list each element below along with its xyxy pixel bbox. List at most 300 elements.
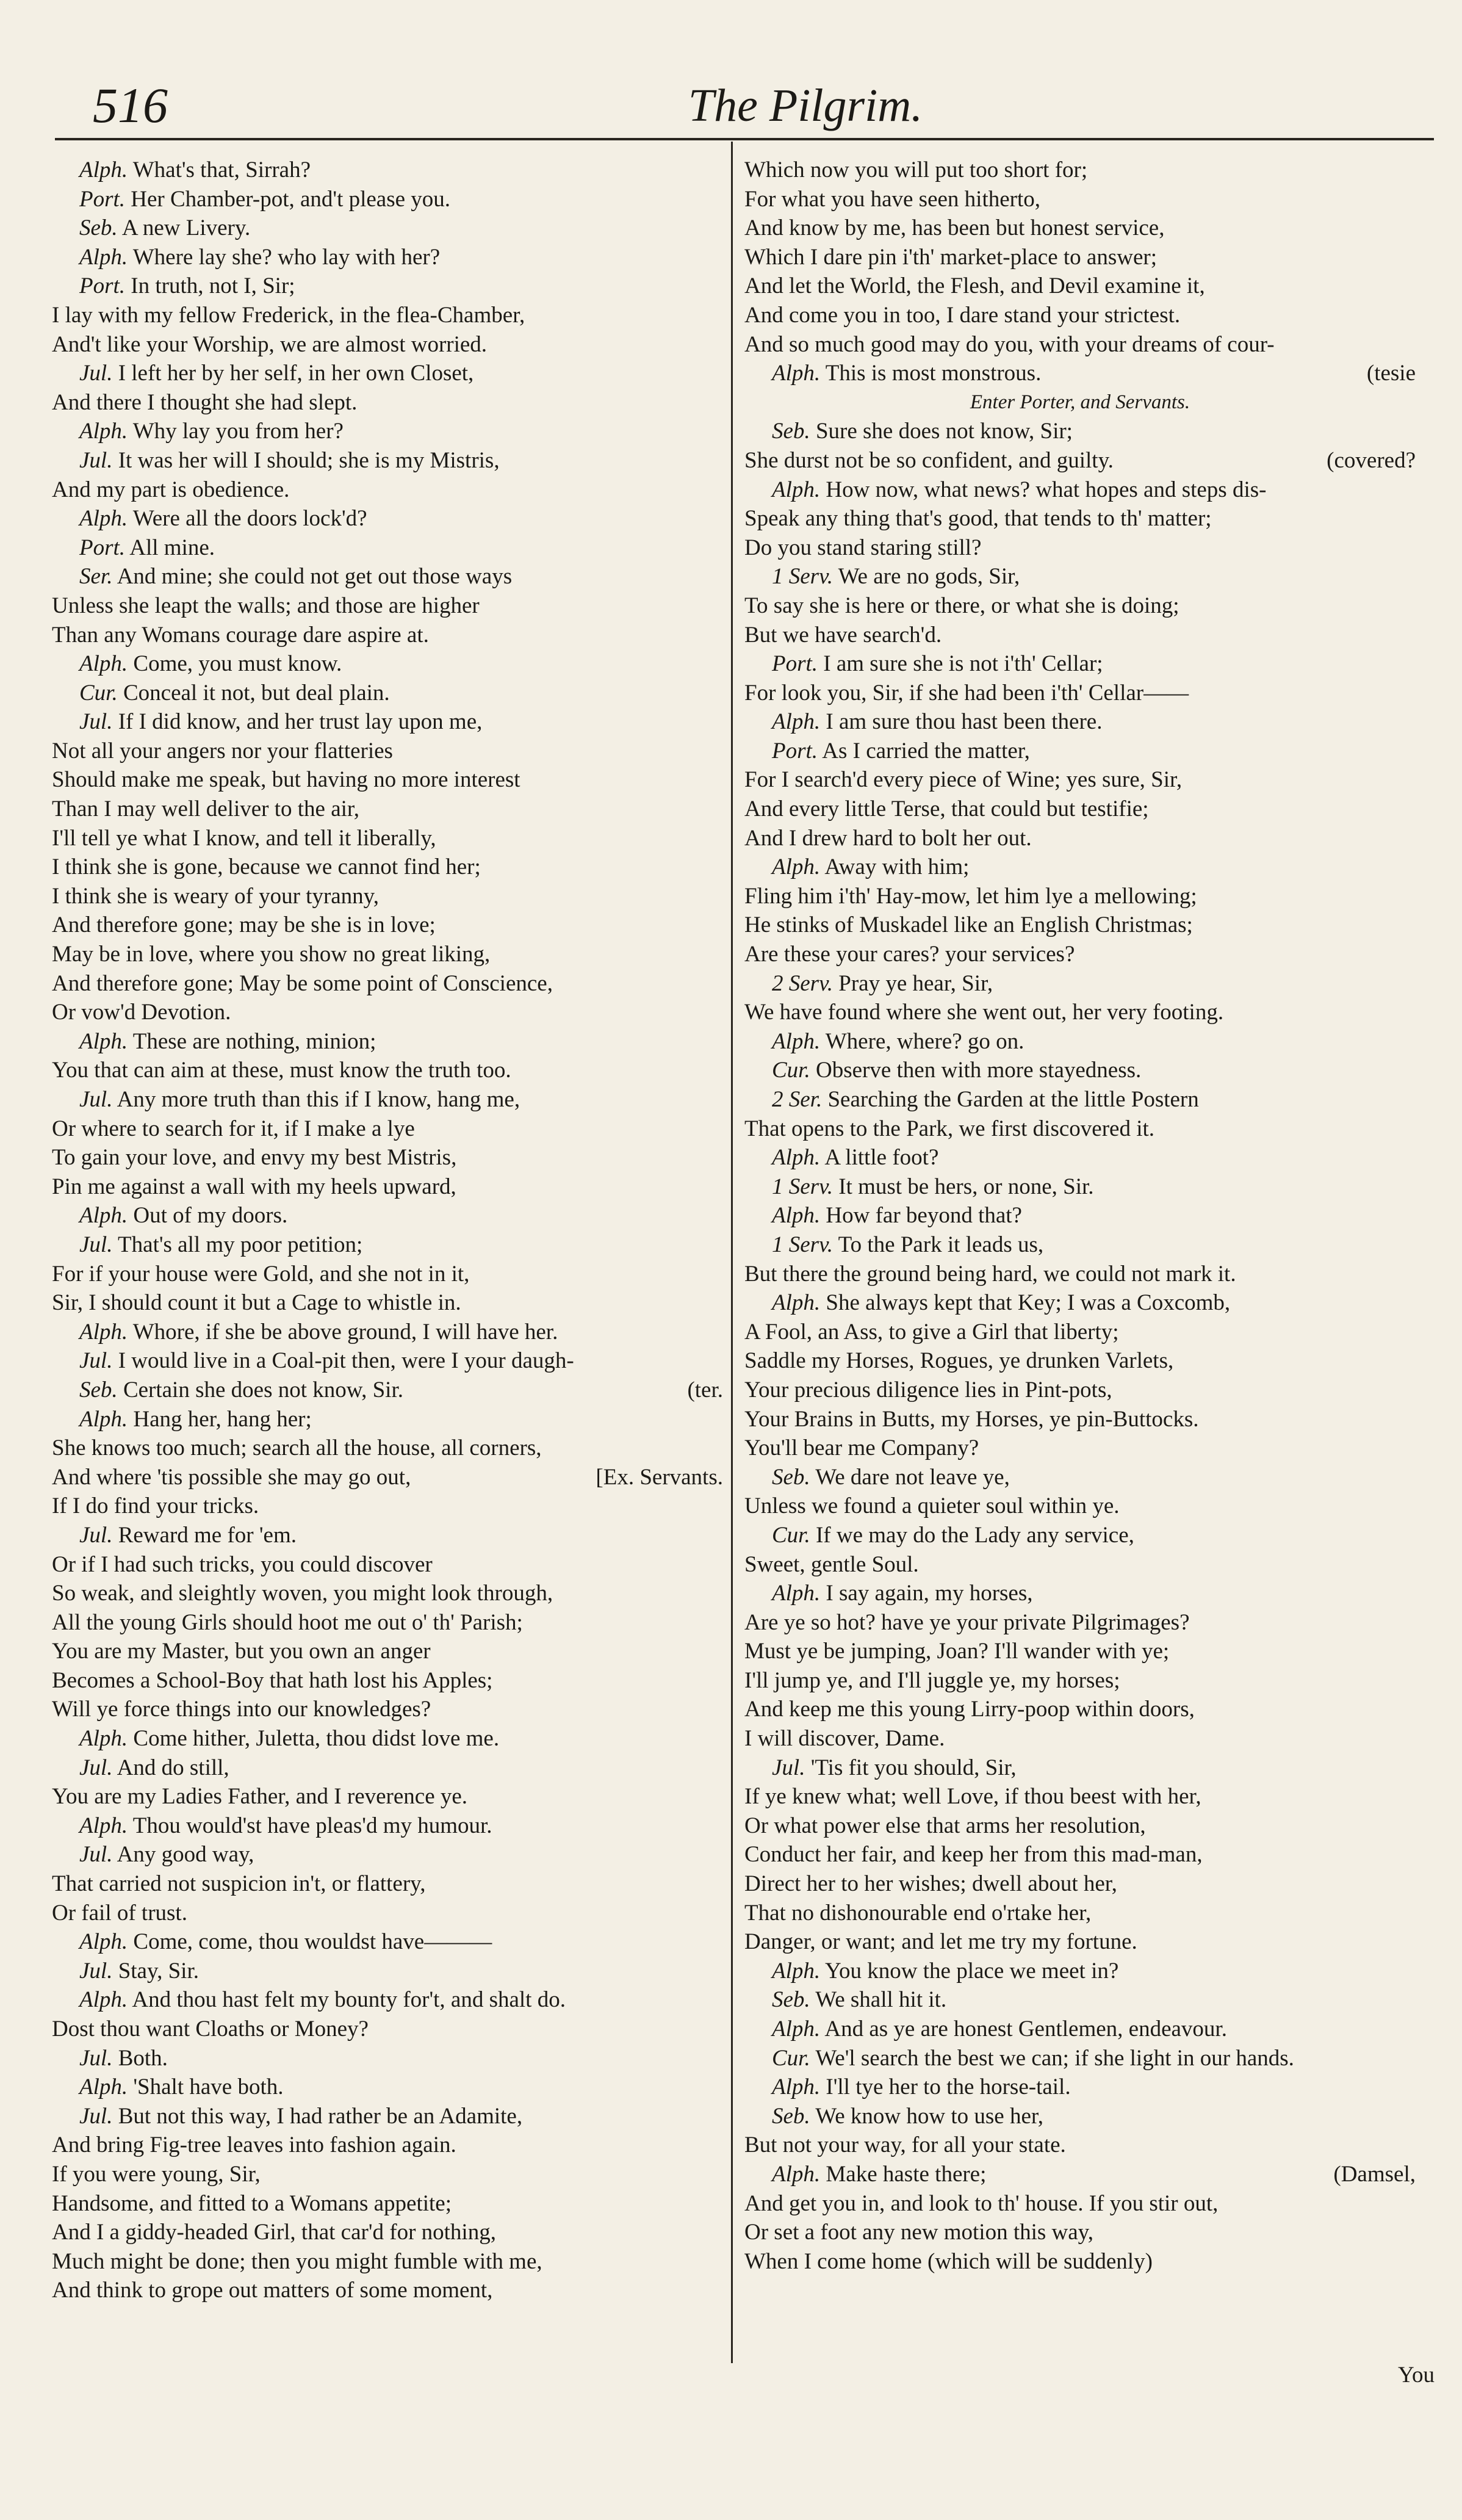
verse-line: [52, 301, 723, 330]
speaker-name: Alph.: [772, 2161, 821, 2187]
verse-line: [744, 1346, 1416, 1376]
line-text: And thou hast felt my bounty for't, and shalt do.: [132, 1987, 566, 2013]
verse-line: [744, 1579, 1416, 1608]
speaker-name: Port.: [79, 535, 126, 560]
line-text: Pin me against a wall with my heels upward,: [52, 1174, 456, 1199]
line-text: And do still,: [117, 1755, 229, 1780]
line-text: Than I may well deliver to the air,: [52, 796, 359, 822]
verse-line: [744, 2102, 1416, 2131]
line-text: You that can aim at these, must know the truth too.: [52, 1058, 511, 1083]
line-text: And as ye are honest Gentlemen, endeavour.: [824, 2016, 1227, 2042]
line-text: And there I thought she had slept.: [52, 389, 358, 415]
line-text: Danger, or want; and let me try my fortune.: [744, 1929, 1137, 1955]
speaker-name: Alph.: [79, 1813, 128, 1838]
speaker-name: 1 Serv.: [772, 1174, 833, 1199]
line-text: We dare not leave ye,: [815, 1464, 1010, 1490]
verse-line: [52, 156, 723, 185]
verse-line: [744, 1753, 1416, 1783]
line-text: That no dishonourable end o'rtake her,: [744, 1900, 1092, 1926]
verse-line: [744, 998, 1416, 1027]
speaker-name: Alph.: [79, 1726, 128, 1752]
verse-line: [744, 1114, 1416, 1144]
line-text: And know by me, has been but honest service,: [744, 215, 1165, 241]
speaker-name: Alph.: [79, 1203, 128, 1229]
verse-line: [52, 2218, 723, 2247]
speaker-name: 2 Serv.: [772, 970, 833, 996]
verse-line: [52, 2276, 723, 2305]
line-text: Where lay she? who lay with her?: [132, 244, 441, 270]
speaker-name: Seb.: [772, 419, 810, 444]
verse-line: [52, 1114, 723, 1144]
line-text: These are nothing, minion;: [132, 1028, 376, 1054]
verse-line: [52, 359, 723, 388]
verse-line: [744, 1782, 1416, 1811]
line-text: I think she is gone, because we cannot find her;: [52, 854, 481, 880]
verse-line: [744, 243, 1416, 272]
line-text: May be in love, where you show no great liking,: [52, 942, 491, 967]
line-text: And't like your Worship, we are almost worried.: [52, 331, 488, 357]
speaker-name: Port.: [772, 651, 818, 677]
line-text: Which I dare pin i'th' market-place to answer;: [744, 244, 1157, 270]
line-text: All the young Girls should hoot me out o' th' Parish;: [52, 1609, 523, 1635]
verse-line: [744, 1608, 1416, 1637]
verse-line: [52, 1579, 723, 1608]
verse-line: [744, 2131, 1416, 2160]
verse-line: [744, 475, 1416, 505]
verse-line: [52, 1608, 723, 1637]
verse-line: [52, 621, 723, 650]
line-text: Observe then with more stayedness.: [815, 1058, 1142, 1083]
verse-line: [52, 1637, 723, 1666]
verse-line: [52, 853, 723, 882]
line-text: We shall hit it.: [815, 1987, 947, 2013]
line-text: Sweet, gentle Soul.: [744, 1551, 919, 1577]
speaker-name: Alph.: [772, 477, 821, 502]
verse-line: [52, 1143, 723, 1172]
verse-line: [744, 765, 1416, 795]
line-text: This is most monstrous.: [825, 361, 1042, 386]
line-text: You know the place we meet in?: [825, 1958, 1119, 1984]
verse-line: [52, 1405, 723, 1434]
verse-line: [52, 1027, 723, 1056]
line-text: Should make me speak, but having no more interest: [52, 767, 520, 793]
verse-line: [52, 1463, 723, 1492]
verse-line: [744, 911, 1416, 940]
verse-line: [52, 1288, 723, 1318]
line-text: Pray ye hear, Sir,: [838, 970, 993, 996]
line-text: And therefore gone; May be some point of Conscience,: [52, 970, 553, 996]
verse-line: [744, 2015, 1416, 2044]
verse-line: [744, 1376, 1416, 1405]
verse-line: [744, 2160, 1416, 2189]
line-text: You are my Master, but you own an anger: [52, 1639, 431, 1664]
line-text: Out of my doors.: [133, 1203, 288, 1229]
line-text: And I drew hard to bolt her out.: [744, 825, 1032, 851]
speaker-name: Alph.: [79, 651, 128, 677]
speaker-name: Jul.: [79, 447, 113, 473]
speaker-name: Alph.: [79, 1929, 128, 1955]
speaker-name: Alph.: [772, 361, 821, 386]
left-column: [52, 156, 723, 2305]
speaker-name: Port.: [79, 186, 126, 212]
verse-line: [744, 940, 1416, 969]
verse-line: [744, 1840, 1416, 1869]
verse-line: [744, 1957, 1416, 1986]
verse-line: [744, 330, 1416, 359]
verse-line: [52, 1085, 723, 1114]
verse-line: [52, 1346, 723, 1376]
line-text: Than any Womans courage dare aspire at.: [52, 622, 429, 648]
verse-line: [52, 940, 723, 969]
line-text: And my part is obedience.: [52, 477, 290, 502]
right-aligned-turnover: (ter.: [687, 1377, 723, 1403]
line-text: We know how to use her,: [815, 2103, 1043, 2129]
verse-line: [744, 504, 1416, 533]
verse-line: [52, 1724, 723, 1753]
line-text: We'l search the best we can; if she light in our hands.: [815, 2045, 1294, 2071]
line-text: Whore, if she be above ground, I will have her.: [132, 1319, 558, 1345]
line-text: And come you in too, I dare stand your strictest.: [744, 302, 1181, 328]
line-text: It must be hers, or none, Sir.: [838, 1174, 1094, 1199]
line-text: Speak any thing that's good, that tends to th' matter;: [744, 506, 1212, 532]
verse-line: [744, 882, 1416, 911]
line-text: Make haste there;: [826, 2161, 987, 2187]
verse-line: [744, 2247, 1416, 2276]
line-text: If I do find your tricks.: [52, 1493, 259, 1519]
verse-line: [52, 1172, 723, 1202]
verse-line: [744, 707, 1416, 737]
verse-line: [744, 969, 1416, 998]
line-text: Much might be done; then you might fumble with me,: [52, 2248, 542, 2274]
line-text: Were all the doors lock'd?: [132, 506, 367, 532]
speaker-name: Alph.: [79, 157, 128, 182]
speaker-name: Seb.: [772, 1464, 810, 1490]
speaker-name: Jul.: [79, 2045, 113, 2071]
speaker-name: Alph.: [79, 1406, 128, 1432]
speaker-name: Seb.: [79, 1377, 118, 1403]
verse-line: [52, 388, 723, 417]
speaker-name: Alph.: [772, 2074, 821, 2100]
speaker-name: 2 Ser.: [772, 1087, 823, 1112]
verse-line: [744, 824, 1416, 853]
line-text: Hang her, hang her;: [133, 1406, 312, 1432]
speaker-name: Alph.: [772, 1958, 821, 1984]
line-text: And therefore gone; may be she is in love;: [52, 912, 436, 938]
verse-line: [52, 1782, 723, 1811]
verse-line: [744, 853, 1416, 882]
verse-line: [52, 1957, 723, 1986]
line-text: Searching the Garden at the little Postern: [827, 1087, 1199, 1112]
verse-line: [52, 446, 723, 475]
verse-line: [744, 1550, 1416, 1580]
verse-line: [52, 911, 723, 940]
speaker-name: Seb.: [772, 2103, 810, 2129]
line-text: Reward me for 'em.: [118, 1522, 297, 1548]
speaker-name: Alph.: [772, 854, 821, 880]
line-text: But we have search'd.: [744, 622, 942, 648]
verse-line: [744, 562, 1416, 591]
verse-line: [744, 1434, 1416, 1463]
line-text: Handsome, and fitted to a Womans appetite;: [52, 2190, 452, 2216]
verse-line: [52, 2247, 723, 2276]
speaker-name: Alph.: [79, 2074, 128, 2100]
verse-line: [52, 1869, 723, 1899]
speaker-name: Jul.: [79, 1087, 113, 1112]
verse-line: [744, 533, 1416, 563]
line-text: Or what power else that arms her resolution,: [744, 1813, 1146, 1838]
line-text: I'll tell ye what I know, and tell it liberally,: [52, 825, 436, 851]
line-text: In truth, not I, Sir;: [131, 273, 295, 299]
speaker-name: Alph.: [772, 1145, 821, 1171]
line-text: But there the ground being hard, we could not mark it.: [744, 1261, 1236, 1287]
speaker-name: Alph.: [79, 244, 128, 270]
verse-line: [52, 2189, 723, 2219]
line-text: 'Tis fit you should, Sir,: [810, 1755, 1017, 1780]
verse-line: [52, 591, 723, 621]
verse-line: [52, 417, 723, 446]
speaker-name: Alph.: [772, 1290, 821, 1316]
verse-line: [744, 1463, 1416, 1492]
verse-line: [744, 591, 1416, 621]
speaker-name: Cur.: [772, 1522, 810, 1548]
page-number: 516: [93, 78, 168, 133]
line-text: Must ye be jumping, Joan? I'll wander with ye;: [744, 1639, 1170, 1664]
verse-line: [52, 330, 723, 359]
verse-line: [52, 214, 723, 243]
line-text: But not your way, for all your state.: [744, 2132, 1066, 2158]
line-text: Unless we found a quieter soul within ye.: [744, 1493, 1120, 1519]
line-text: I'll tye her to the horse-tail.: [826, 2074, 1071, 2100]
line-text: If ye knew what; well Love, if thou beest with her,: [744, 1784, 1201, 1810]
line-text: To gain your love, and envy my best Mistris,: [52, 1145, 457, 1171]
line-text: Direct her to her wishes; dwell about her,: [744, 1871, 1117, 1897]
verse-line: [744, 1318, 1416, 1347]
header-rule: [55, 138, 1434, 140]
speaker-name: Ser.: [79, 564, 113, 590]
stage-direction: Enter Porter, and Servants.: [970, 391, 1190, 413]
line-text: And keep me this young Lirry-poop within doors,: [744, 1697, 1195, 1722]
verse-line: [744, 417, 1416, 446]
line-text: Where, where? go on.: [825, 1028, 1024, 1054]
line-text: Do you stand staring still?: [744, 535, 982, 560]
line-text: For I search'd every piece of Wine; yes sure, Sir,: [744, 767, 1183, 793]
line-text: What's that, Sirrah?: [132, 157, 311, 182]
speaker-name: Jul.: [79, 361, 113, 386]
line-text: For if your house were Gold, and she not in it,: [52, 1261, 470, 1287]
line-text: So weak, and sleightly woven, you might look through,: [52, 1581, 553, 1606]
speaker-name: Alph.: [772, 2016, 821, 2042]
verse-line: [52, 2131, 723, 2160]
line-text: I am sure she is not i'th' Cellar;: [823, 651, 1103, 677]
line-text: And every little Terse, that could but testifie;: [744, 796, 1149, 822]
line-text: Away with him;: [824, 854, 970, 880]
speaker-name: Jul.: [79, 1755, 113, 1780]
line-text: Stay, Sir.: [118, 1958, 199, 1984]
verse-line: [52, 185, 723, 214]
line-text: Sir, I should count it but a Cage to whistle in.: [52, 1290, 461, 1316]
verse-line: [744, 1927, 1416, 1957]
verse-line: [744, 359, 1416, 388]
speaker-name: Alph.: [772, 1203, 821, 1229]
line-text: For look you, Sir, if she had been i'th' Cellar——: [744, 680, 1189, 706]
verse-line: [52, 2160, 723, 2189]
verse-line: [52, 2102, 723, 2131]
verse-line: [52, 475, 723, 505]
line-text: I think she is weary of your tyranny,: [52, 883, 380, 909]
verse-line: [52, 1550, 723, 1580]
verse-line: [52, 2015, 723, 2044]
verse-line: [52, 1201, 723, 1230]
verse-line: [52, 243, 723, 272]
verse-line: [52, 1492, 723, 1521]
line-text: All mine.: [129, 535, 215, 560]
line-text: A little foot?: [824, 1145, 939, 1171]
line-text: Come, you must know.: [133, 651, 342, 677]
line-text: You are my Ladies Father, and I reverence ye.: [52, 1784, 468, 1810]
line-text: Both.: [118, 2045, 168, 2071]
line-text: Come, come, thou wouldst have———: [133, 1929, 492, 1955]
page-header: [55, 78, 1434, 133]
verse-line: [744, 1521, 1416, 1550]
speaker-name: Alph.: [79, 506, 128, 532]
line-text: Sure she does not know, Sir;: [815, 419, 1073, 444]
verse-line: [744, 156, 1416, 185]
verse-line: [52, 504, 723, 533]
line-text: Dost thou want Cloaths or Money?: [52, 2016, 369, 2042]
verse-line: [744, 1985, 1416, 2015]
line-text: Thou would'st have pleas'd my humour.: [132, 1813, 492, 1838]
line-text: As I carried the matter,: [822, 738, 1030, 764]
line-text: If you were young, Sir,: [52, 2161, 261, 2187]
speaker-name: Jul.: [79, 709, 113, 735]
verse-line: [744, 2189, 1416, 2219]
verse-line: [52, 2073, 723, 2102]
verse-line: [744, 1869, 1416, 1899]
verse-line: [744, 1405, 1416, 1434]
line-text: And let the World, the Flesh, and Devil examine it,: [744, 273, 1205, 299]
verse-line: [744, 1695, 1416, 1724]
line-text: Or vow'd Devotion.: [52, 1000, 231, 1025]
verse-line: [744, 737, 1416, 766]
line-text: Becomes a School-Boy that hath lost his Apples;: [52, 1667, 493, 1693]
verse-line: [744, 272, 1416, 301]
right-aligned-turnover: (covered?: [1327, 447, 1416, 473]
right-aligned-turnover: [Ex. Servants.: [596, 1464, 723, 1490]
line-text: She knows too much; search all the house, all corners,: [52, 1435, 542, 1461]
line-text: I would live in a Coal-pit then, were I your daugh-: [118, 1348, 574, 1374]
speaker-name: Jul.: [79, 1958, 113, 1984]
line-text: We have found where she went out, her very footing.: [744, 1000, 1224, 1025]
verse-line: [744, 214, 1416, 243]
running-title: The Pilgrim.: [688, 80, 923, 131]
speaker-name: Alph.: [79, 1028, 128, 1054]
speaker-name: Jul.: [79, 1522, 113, 1548]
verse-line: [744, 795, 1416, 824]
line-text: And get you in, and look to th' house. If you stir out,: [744, 2190, 1219, 2216]
speaker-name: Alph.: [79, 1987, 128, 2013]
line-text: When I come home (which will be suddenly): [744, 2248, 1153, 2274]
verse-line: [744, 1143, 1416, 1172]
verse-line: [744, 649, 1416, 679]
line-text: Fling him i'th' Hay-mow, let him lye a mellowing;: [744, 883, 1197, 909]
line-text: Or set a foot any new motion this way,: [744, 2220, 1094, 2245]
speaker-name: Cur.: [772, 1058, 810, 1083]
verse-line: [744, 679, 1416, 708]
verse-line: [52, 649, 723, 679]
line-text: Or where to search for it, if I make a lye: [52, 1116, 415, 1141]
line-text: Certain she does not know, Sir.: [123, 1377, 403, 1403]
verse-line: [52, 1927, 723, 1957]
line-text: I lay with my fellow Frederick, in the flea-Chamber,: [52, 302, 525, 328]
speaker-name: Jul.: [79, 1232, 113, 1257]
line-text: Come hither, Juletta, thou didst love me.: [133, 1726, 500, 1752]
verse-line: [52, 1318, 723, 1347]
line-text: Any more truth than this if I know, hang me,: [117, 1087, 520, 1112]
verse-line: [744, 2044, 1416, 2073]
verse-line: [744, 301, 1416, 330]
line-text: Unless she leapt the walls; and those are higher: [52, 593, 480, 618]
speaker-name: Alph.: [772, 1028, 821, 1054]
speaker-name: Cur.: [79, 680, 118, 706]
line-text: Why lay you from her?: [132, 419, 344, 444]
verse-line: [52, 272, 723, 301]
speaker-name: Jul.: [79, 1348, 113, 1374]
verse-line: [52, 998, 723, 1027]
verse-line: [52, 737, 723, 766]
speaker-name: Alph.: [79, 1319, 128, 1345]
verse-line: [744, 1288, 1416, 1318]
line-text: That opens to the Park, we first discovered it.: [744, 1116, 1154, 1141]
line-text: A Fool, an Ass, to give a Girl that liberty;: [744, 1319, 1119, 1345]
line-text: She durst not be so confident, and guilty.: [744, 447, 1114, 473]
line-text: That's all my poor petition;: [118, 1232, 363, 1257]
speaker-name: Alph.: [772, 1581, 821, 1606]
speaker-name: 1 Serv.: [772, 1232, 833, 1257]
verse-line: [52, 1840, 723, 1869]
line-text: It was her will I should; she is my Mistris,: [118, 447, 500, 473]
speaker-name: Jul.: [79, 2103, 113, 2129]
verse-line: [52, 562, 723, 591]
verse-line: [744, 621, 1416, 650]
line-text: For what you have seen hitherto,: [744, 186, 1040, 212]
verse-line: [744, 1492, 1416, 1521]
verse-line: [744, 1260, 1416, 1289]
verse-line: [52, 1985, 723, 2015]
line-text: And mine; she could not get out those ways: [117, 564, 513, 590]
verse-line: [52, 2044, 723, 2073]
line-text: Which now you will put too short for;: [744, 157, 1088, 182]
verse-line: [52, 1695, 723, 1724]
verse-line: [52, 1260, 723, 1289]
verse-line: [52, 1056, 723, 1085]
line-text: Her Chamber-pot, and't please you.: [131, 186, 451, 212]
verse-line: [744, 2218, 1416, 2247]
verse-line: [744, 1666, 1416, 1695]
speaker-name: Alph.: [772, 709, 821, 735]
verse-line: [744, 1724, 1416, 1753]
line-text: She always kept that Key; I was a Coxcomb,: [826, 1290, 1231, 1316]
verse-line: [52, 679, 723, 708]
line-text: That carried not suspicion in't, or flattery,: [52, 1871, 426, 1897]
line-text: To the Park it leads us,: [838, 1232, 1044, 1257]
line-text: If I did know, and her trust lay upon me,: [118, 709, 483, 735]
verse-line: [744, 446, 1416, 475]
verse-line: [744, 1056, 1416, 1085]
line-text: And I a giddy-headed Girl, that car'd for nothing,: [52, 2220, 496, 2245]
verse-line: [52, 1521, 723, 1550]
line-text: And so much good may do you, with your dreams of cour-: [744, 331, 1275, 357]
verse-line: [52, 1899, 723, 1928]
